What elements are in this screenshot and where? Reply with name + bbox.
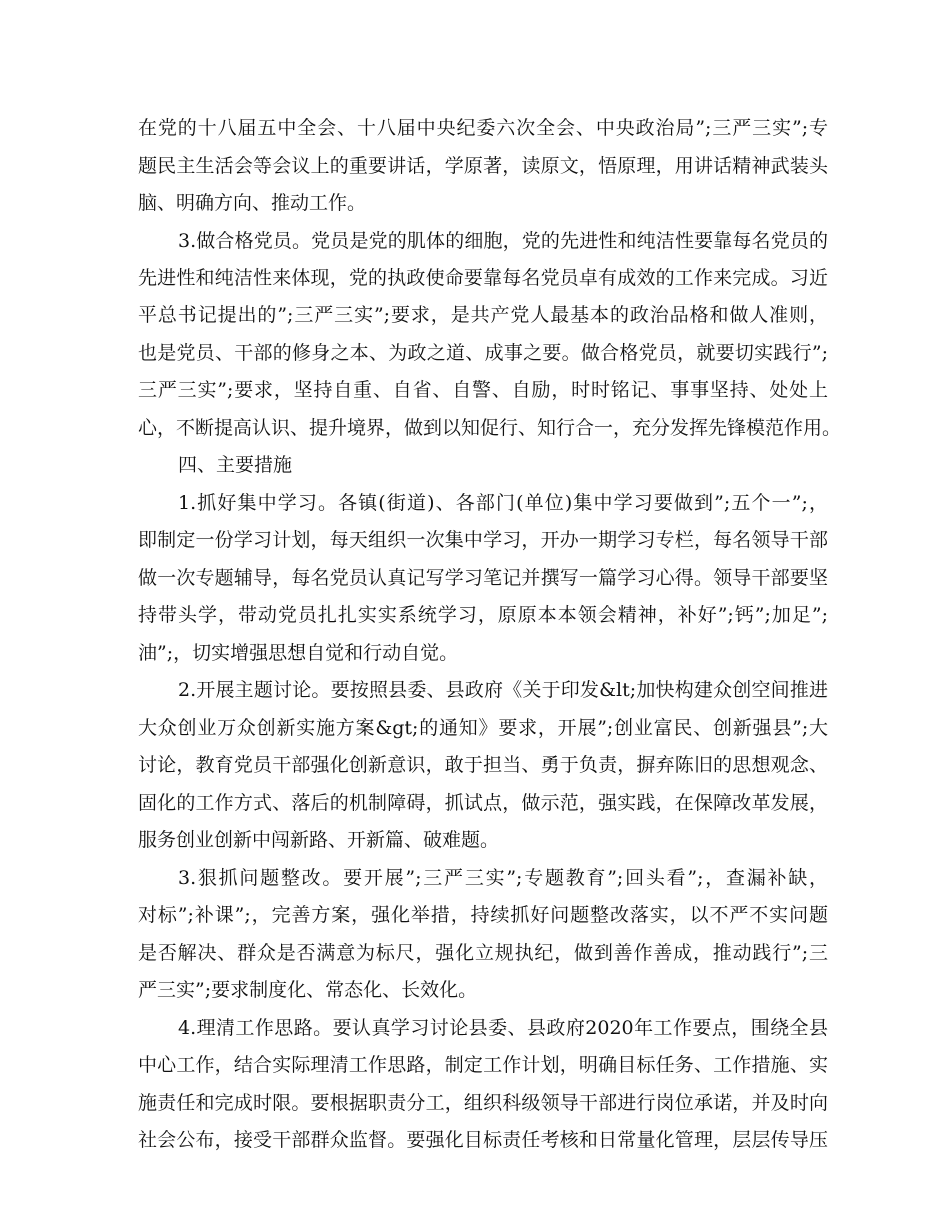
text-line: 心，不断提高认识、提升境界，做到以知促行、知行合一，充分发挥先锋模范作用。 [138, 417, 842, 439]
text-line: 固化的工作方式、落后的机制障碍，抓试点，做示范，强实践，在保障改革发展， [138, 792, 828, 814]
text-line: 施责任和完成时限。要根据职责分工，组织科级领导干部进行岗位承诺，并及时向 [138, 1092, 828, 1114]
text-line: 2.开展主题讨论。要按照县委、县政府《关于印发&lt;加快构建众创空间推进 [178, 679, 828, 701]
text-line: 也是党员、干部的修身之本、为政之道、成事之要。做合格党员，就要切实践行”; [138, 342, 828, 364]
text-line: 平总书记提出的”;三严三实”;要求，是共产党人最基本的政治品格和做人准则， [138, 304, 828, 326]
text-line: 讨论，教育党员干部强化创新意识，敢于担当、勇于负责，摒弃陈旧的思想观念、 [138, 754, 828, 776]
text-line: 中心工作，结合实际理清工作思路，制定工作计划，明确目标任务、工作措施、实 [138, 1054, 828, 1076]
text-line: 3.狠抓问题整改。要开展”;三严三实”;专题教育”;回头看”;，查漏补缺， [178, 867, 828, 889]
text-line: 大众创业万众创新实施方案&gt;的通知》要求，开展”;创业富民、创新强县”;大 [138, 717, 828, 739]
text-line: 是否解决、群众是否满意为标尺，强化立规执纪，做到善作善成，推动践行”;三 [138, 942, 828, 964]
text-line: 脑、明确方向、推动工作。 [138, 192, 367, 214]
text-line: 在党的十八届五中全会、十八届中央纪委六次全会、中央政治局”;三严三实”;专 [138, 117, 828, 139]
text-line: 题民主生活会等会议上的重要讲话，学原著，读原文，悟原理，用讲话精神武装头 [138, 155, 828, 177]
text-line: 做一次专题辅导，每名党员认真记写学习笔记并撰写一篇学习心得。领导干部要坚 [138, 567, 828, 589]
text-line: 社会公布，接受干部群众监督。要强化目标责任考核和日常量化管理，层层传导压 [138, 1129, 828, 1151]
text-line: 三严三实”;要求，坚持自重、自省、自警、自励，时时铭记、事事坚持、处处上 [138, 379, 828, 401]
text-line: 严三实”;要求制度化、常态化、长效化。 [138, 979, 478, 1001]
text-line: 即制定一份学习计划，每天组织一次集中学习，开办一期学习专栏，每名领导干部 [138, 529, 828, 551]
text-line: 3.做合格党员。党员是党的肌体的细胞，党的先进性和纯洁性要靠每名党员的 [178, 230, 828, 252]
section-heading: 四、主要措施 [178, 454, 293, 476]
text-line: 对标”;补课”;，完善方案，强化举措，持续抓好问题整改落实，以不严不实问题 [138, 904, 828, 926]
text-line: 4.理清工作思路。要认真学习讨论县委、县政府2020年工作要点，围绕全县 [178, 1017, 828, 1039]
text-line: 1.抓好集中学习。各镇(街道)、各部门(单位)集中学习要做到”;五个一”;， [178, 492, 828, 514]
text-line: 先进性和纯洁性来体现，党的执政使命要靠每名党员卓有成效的工作来完成。习近 [138, 267, 828, 289]
text-line: 服务创业创新中闯新路、开新篇、破难题。 [138, 829, 500, 851]
text-line: 油”;，切实增强思想自觉和行动自觉。 [138, 642, 459, 664]
text-line: 持带头学，带动党员扎扎实实系统学习，原原本本领会精神，补好”;钙”;加足”; [138, 604, 828, 626]
